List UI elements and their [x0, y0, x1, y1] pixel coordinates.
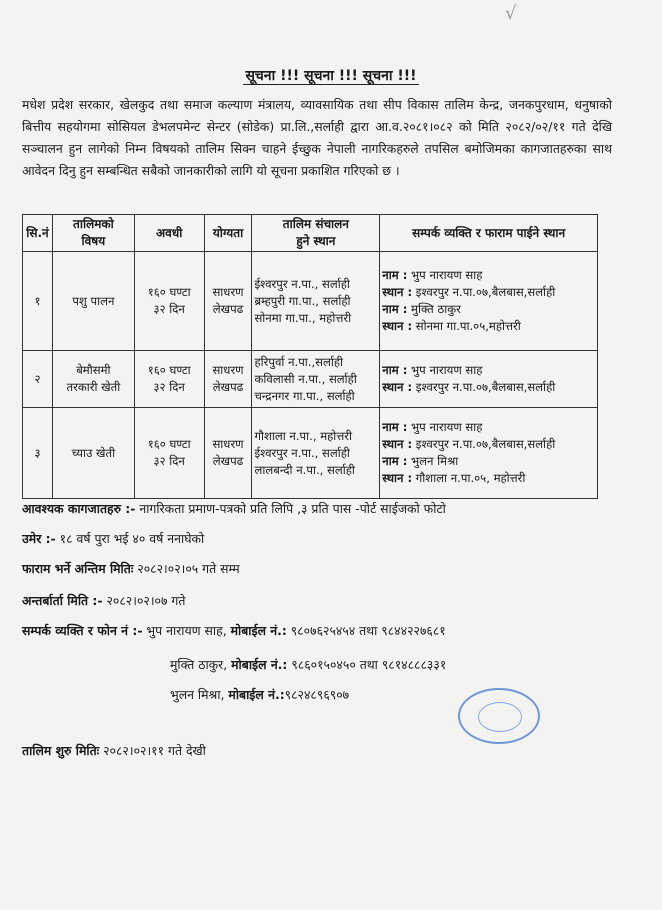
row-contact: नाम : भुप नारायण साह स्थान : इश्वरपुर न.पा.०७,बैलबास,सर्लाही [380, 351, 598, 408]
pen-mark-icon: √ [505, 3, 517, 24]
training-table [22, 214, 598, 499]
col-contact-header: सम्पर्क व्यक्ति र फाराम पाईने स्थान [380, 215, 598, 252]
notice-intro: मधेश प्रदेश सरकार, खेलकुद तथा समाज कल्याण मंत्रालय, व्यावसायिक तथा सीप विकास तालिम केन्द्र, जनकपुरधाम, धनुषाको बित्तीय सहयोगमा सोसियल डेभलपमेन्ट सेन्टर (सोडेक) प्रा.लि.,सर्लाही द्वारा आ.व.२०८१।०८२ को मिति २०८२/०२/११ गते देखि सञ्चालन हुन लागेको निम्न विषयको तालिम सिक्न चाहने ईच्छुक नेपाली नागरिकहरुले तपसिल बमोजिमका कागजातहरुका साथ आवेदन दिनु हुन सम्बन्धित सबैको जानकारीको लागि यो सूचना प्रकाशित गरिएको छ । [22, 97, 612, 178]
row-sn: ३ [23, 408, 53, 499]
row-subject: पशु पालन [52, 252, 134, 351]
row-qualification: साधरण लेखपढ [204, 252, 252, 351]
row-contact: नाम : भुप नारायण साह स्थान : इश्वरपुर न.पा.०७,बैलबास,सर्लाही नाम : मुक्ति ठाकुर स्थान : सोनमा गा.पा.०५,महोत्तरी [380, 252, 598, 351]
contact-phone-2: मुक्ति ठाकुर, मोबाईल नं.: ९८६०१५०४५० तथा ९८१४८८८३३१ [170, 657, 447, 672]
notice-heading: सूचना !!! सूचना !!! सूचना !!! [245, 68, 417, 84]
table-row [23, 252, 598, 351]
col-venue-header: तालिम संचालन हुने स्थान [252, 215, 380, 252]
row-duration: १६० घण्टा ३२ दिन [134, 408, 204, 499]
row-duration: १६० घण्टा ३२ दिन [134, 252, 204, 351]
training-start-date: तालिम शुरु मितिः २०८२।०२।११ गते देखी [22, 743, 206, 758]
row-sn: २ [23, 351, 53, 408]
row-sn: १ [23, 252, 53, 351]
row-qualification: साधरण लेखपढ [204, 351, 252, 408]
col-duration-header: अवधी [134, 215, 204, 252]
age-requirement: उमेर :- १८ वर्ष पुरा भई ४० वर्ष ननाघेको [22, 531, 205, 546]
form-deadline: फाराम भर्ने अन्तिम मितिः २०८२।०२।०५ गते सम्म [22, 561, 240, 576]
table-row [23, 408, 598, 499]
row-venue: गौशाला न.पा., महोत्तरी ईश्वरपुर न.पा., सर्लाही लालबन्दी न.पा., सर्लाही [252, 408, 380, 499]
col-sn-header: सि.नं [23, 215, 53, 252]
row-venue: हरिपुर्वा न.पा.,सर्लाही कविलासी न.पा., सर्लाही चन्द्रनगर गा.पा., सर्लाही [252, 351, 380, 408]
col-subject-header: तालिमको विषय [52, 215, 134, 252]
required-documents: आवश्यक कागजातहरु :- नागरिकता प्रमाण-पत्रको प्रति लिपि ,३ प्रति पास -पोर्ट साईजको फोटो [22, 501, 446, 516]
table-header-row [23, 215, 598, 252]
row-contact: नाम : भुप नारायण साह स्थान : इश्वरपुर न.पा.०७,बैलबास,सर्लाही नाम : भुलन मिश्रा स्थान : गौशाला न.पा.०५, महोत्तरी [380, 408, 598, 499]
row-subject: च्याउ खेती [52, 408, 134, 499]
col-qualification-header: योग्यता [204, 215, 252, 252]
table-row [23, 351, 598, 408]
office-seal-icon [458, 688, 540, 744]
row-venue: ईश्वरपुर न.पा., सर्लाही ब्रम्हपुरी गा.पा., सर्लाही सोनमा गा.पा., महोत्तरी [252, 252, 380, 351]
contact-phone-3: भुलन मिश्रा, मोबाईल नं.:९८२४८९६९०७ [170, 687, 350, 702]
seal-inner-ring [478, 702, 522, 732]
row-duration: १६० घण्टा ३२ दिन [134, 351, 204, 408]
interview-date: अन्तर्बार्ता मिति :- २०८२।०२।०७ गते [22, 593, 186, 608]
row-qualification: साधरण लेखपढ [204, 408, 252, 499]
row-subject: बेमौसमी तरकारी खेती [52, 351, 134, 408]
contact-phone-1: सम्पर्क व्यक्ति र फोन नं :- भुप नारायण साह, मोबाईल नं.: ९८०७६२५४५४ तथा ९८४४२२७६८१ [22, 623, 446, 638]
